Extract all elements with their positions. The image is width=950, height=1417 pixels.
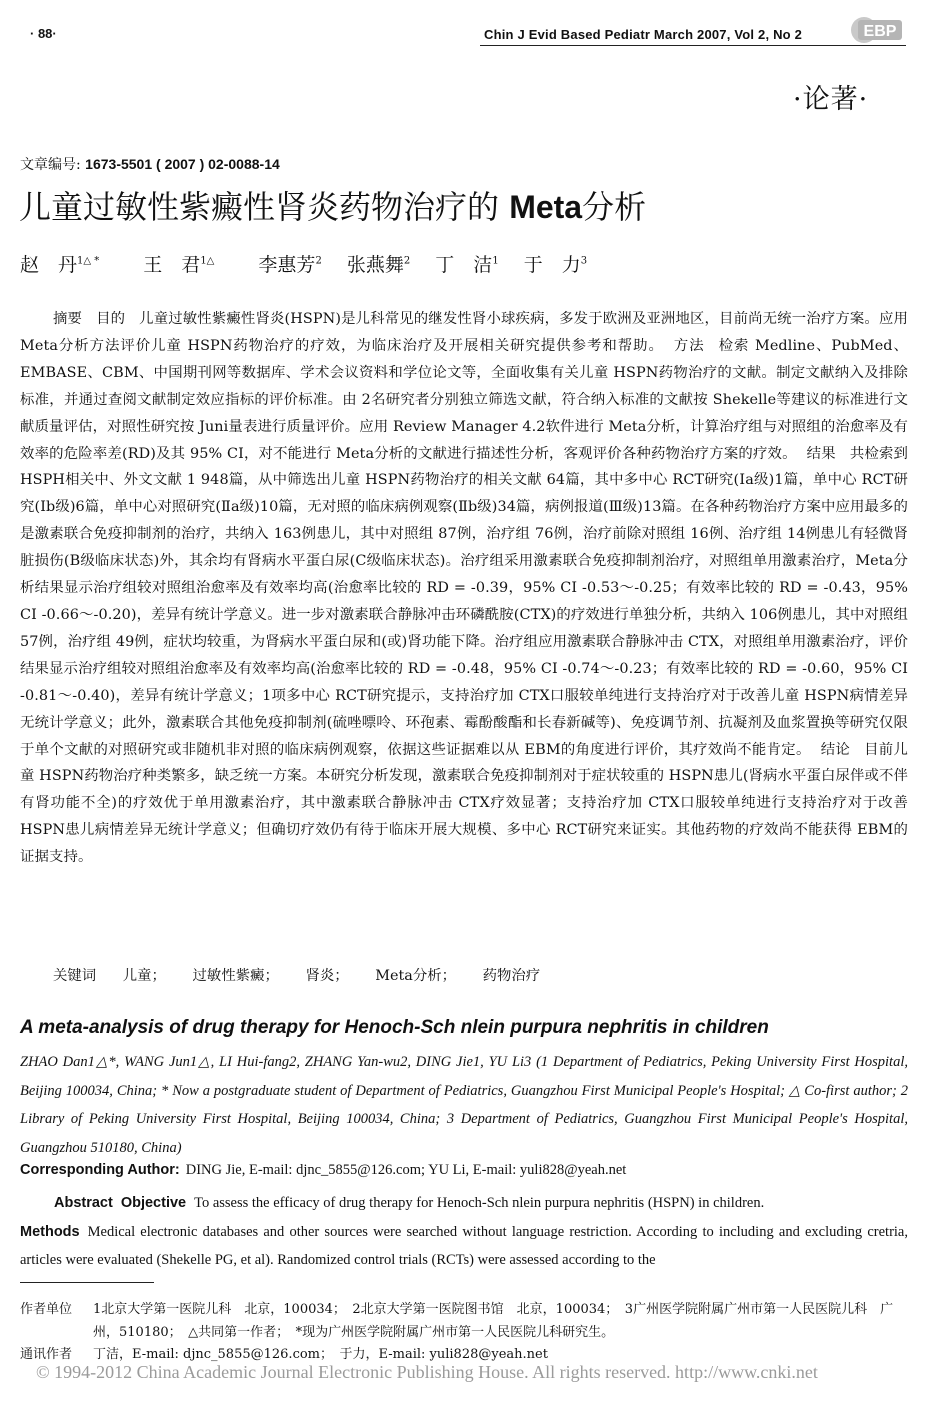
english-abstract xyxy=(20,1189,908,1275)
objective-text: 儿童过敏性紫癜性肾炎(HSPN)是儿科常见的继发性肾小球疾病，多发于欧洲及亚洲地区，目前尚无统一治疗方案。应用 Meta分析方法评价儿童 HSPN药物治疗的疗效，为临床治疗及开展相关研究提供参考和帮助。 xyxy=(20,311,908,354)
author-affil: 1 xyxy=(492,255,499,267)
copyright-watermark: © 1994-2012 China Academic Journal Electronic Publishing House. All rights reserved. http://www.cnki.net xyxy=(36,1362,818,1382)
keyword: Meta分析； xyxy=(375,968,457,984)
conclusion-label: 结论 xyxy=(820,741,851,758)
author-affil: 2 xyxy=(315,255,322,267)
author-name: 李惠芳 xyxy=(258,254,316,276)
keyword: 药物治疗 xyxy=(482,968,541,984)
title-part2: Meta xyxy=(509,189,583,225)
ebp-logo xyxy=(850,14,906,46)
author-name: 张燕舞 xyxy=(346,254,404,276)
english-authors: ZHAO Dan1△*, WANG Jun1△, LI Hui-fang2, ZHANG Yan-wu2, DING Jie1, YU Li3 (1 Department of Pediatrics, Peking University First Hospital, Beijing 100034, China; * Now a postgraduate student of Department of Pediatrics, Guangzhou First Municipal People's Hospital; △ Co-first author; 2 Library of Peking University First Hospital, Beijing 100034, China; 3 Department of Pediatrics, Guangzhou First Municipal People's Hospital, Guangzhou 510180, China) xyxy=(20,1054,908,1156)
footnote-rule xyxy=(20,1282,154,1283)
english-abstract-label: Abstract xyxy=(54,1195,113,1211)
corresponding-author xyxy=(20,1162,908,1179)
methods-label: 方法 xyxy=(673,337,705,354)
english-methods-label: Methods xyxy=(20,1223,80,1240)
ebp-logo-icon xyxy=(850,14,906,46)
author-affil: 2 xyxy=(403,255,411,267)
english-methods-text: Medical electronic databases and other sources were searched without language restriction. According to including and excluding cretria, articles were evaluated (Shekelle PG, et al). Randomized control trials (RCTs) were assessed according to the xyxy=(20,1223,908,1269)
author-name: 于 力 xyxy=(523,254,581,276)
section-tag: ·论著· xyxy=(793,84,869,115)
title-part1: 儿童过敏性紫癜性肾炎药物治疗的 xyxy=(19,188,510,226)
keyword: 过敏性紫癜； xyxy=(192,968,279,984)
results-text: 共检索到 HSPH相关中、外文文献 1 948篇，从中筛选出儿童 HSPN药物治疗的相关文献 64篇，其中多中心 RCT研究(Ⅰa级)1篇，单中心 RCT研究(Ⅰb级)6篇，单中心对照研究(Ⅱa级)10篇，无对照的临床病例观察(Ⅱb级)34篇，病例报道(Ⅲ级)13篇。在各种药物治疗方案中应用最多的是激素联合免疫抑制剂的治疗，共纳入 163例患儿，其中对照组 87例，治疗组 76例，治疗前除对照组 16例、治疗组 14例患儿有轻微肾脏损伤(B级临床状态)外，其余均有肾病水平蛋白尿(C级临床状态)。治疗组采用激素联合免疫抑制剂治疗，对照组单用激素治疗，Meta分析结果显示治疗组较对照组治愈率及有效率均高(治愈率比较的 RD = -0.39，95% CI -0.53～-0.25；有效率比较的 RD = -0.43，95% CI -0.66～-0.20)，差异有统计学意义。进一步对激素联合静脉冲击环磷酰胺(CTX)的疗效进行单独分析，共纳入 106例患儿，其中对照组 57例，治疗组 49例，症状均较重，为肾病水平蛋白尿和(或)肾功能下降。治疗组应用激素联合静脉冲击 CTX，对照组单用激素治疗，评价结果显示治疗组较对照组治愈率及有效率均高(治愈率比较的 RD = -0.48，95% CI -0.74～-0.23；有效率比较的 RD = -0.60，95% CI -0.81～-0.40)，差异有统计学意义；1项多中心 RCT研究提示，支持治疗加 CTX口服较单纯进行支持治疗对于改善儿童 HSPN病情差异无统计学意义；此外，激素联合其他免疫抑制剂(硫唑嘌呤、环孢素、霉酚酸酯和长春新碱等)、免疫调节剂、抗凝剂及血浆置换等研究仅限于单个文献的对照研究或非随机非对照的临床病例观察，依据这些证据难以从 EBM的角度进行评价，其疗效尚不能肯定。 xyxy=(20,445,909,758)
correspondence-label: 通讯作者 xyxy=(20,1347,73,1362)
keywords xyxy=(53,964,556,985)
keywords-label: 关键词 xyxy=(53,968,97,984)
article-number-label: 文章编号: xyxy=(20,157,81,173)
article-title xyxy=(19,182,646,228)
abstract-label: 摘要 xyxy=(53,311,83,327)
ebp-logo-text: EBP xyxy=(863,23,897,40)
author-affil: 1△ * xyxy=(77,255,100,267)
results-label: 结果 xyxy=(806,445,836,462)
chinese-abstract xyxy=(20,306,908,871)
author-name: 赵 丹 xyxy=(20,254,78,276)
article-number-value: 1673-5501 ( 2007 ) 02-0088-14 xyxy=(85,156,280,172)
correspondence-text: 丁洁，E-mail: djnc_5855@126.com； 于力，E-mail: yuli828@yeah.net xyxy=(93,1347,548,1362)
english-objective-label: Objective xyxy=(120,1195,187,1211)
objective-label: 目的 xyxy=(96,311,126,327)
author-affil: 1△ xyxy=(200,255,215,267)
keyword: 儿童； xyxy=(122,968,166,984)
english-objective-text: To assess the efficacy of drug therapy for Henoch-Sch nlein purpura nephritis (HSPN) in children. xyxy=(194,1195,765,1211)
author-name: 丁 洁 xyxy=(435,254,493,276)
title-part3: 分析 xyxy=(582,188,647,226)
corresponding-label: Corresponding Author: xyxy=(20,1162,180,1178)
english-title: A meta-analysis of drug therapy for Henoch-Sch nlein purpura nephritis in children xyxy=(20,1017,769,1038)
page-number: · 88· xyxy=(30,26,57,41)
journal-header: Chin J Evid Based Pediatr March 2007, Vol 2, No 2 xyxy=(484,27,803,42)
author-affil: 3 xyxy=(580,255,588,267)
affiliation-label: 作者单位 xyxy=(20,1302,73,1317)
conclusion-text: 目前儿童 HSPN药物治疗种类繁多，缺乏统一方案。本研究分析发现，激素联合免疫抑制剂对于症状较重的 HSPN患儿(肾病水平蛋白尿伴或不伴有肾功能不全)的疗效优于单用激素治疗，其中激素联合静脉冲击 CTX疗效显著；支持治疗加 CTX口服较单纯进行支持治疗对于改善 HSPN患儿病情差异无统计学意义；但确切疗效仍有待于临床开展大规模、多中心 RCT研究来证实。其他药物的疗效尚不能获得 EBM的证据支持。 xyxy=(20,741,908,866)
article-number xyxy=(20,154,280,174)
methods-text: 检索 Medline、PubMed、EMBASE、CBM、中国期刊网等数据库、学术会议资料和学位论文等，全面收集有关儿童 HSPN药物治疗的文献。制定文献纳入及排除标准，并通过查阅文献制定效应指标的评价标准。由 2名研究者分别独立筛选文献，符合纳入标准的文献按 Shekelle等建议的标准进行文献质量评估，对照性研究按 Juni量表进行质量评价。应用 Review Manager 4.2软件进行 Meta分析，计算治疗组与对照组的治愈率及有效率的危险率差(RD)及其 95% CI，对不能进行 Meta分析的文献进行描述性分析，客观评价各种药物治疗方案的疗效。 xyxy=(20,337,908,462)
affiliation-text: 1北京大学第一医院儿科 北京，100034； 2北京大学第一医院图书馆 北京，100034； 3广州医学院附属广州市第一人民医院儿科 广州，510180； △共同第一作者； *现为广州医学院附属广州市第一人民医院儿科研究生。 xyxy=(93,1302,894,1340)
corresponding-text: DING Jie, E-mail: djnc_5855@126.com; YU Li, E-mail: yuli828@yeah.net xyxy=(185,1162,627,1178)
header-rule xyxy=(480,45,906,46)
author-list xyxy=(20,250,587,277)
author-name: 王 君 xyxy=(143,254,201,276)
keyword: 肾炎； xyxy=(305,968,349,984)
